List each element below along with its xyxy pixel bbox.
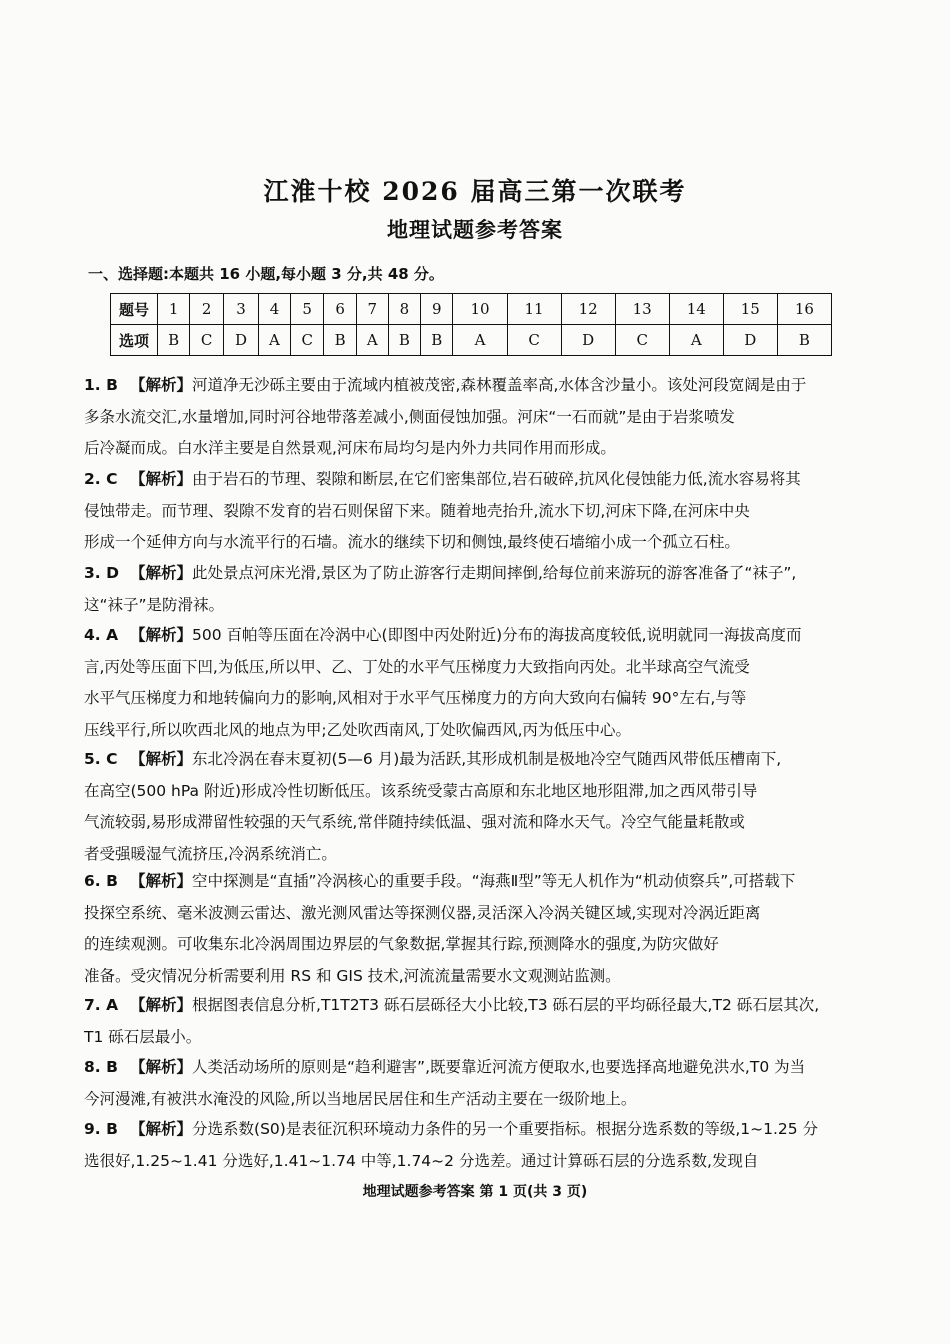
answer-option: C bbox=[615, 325, 669, 356]
explanation-line: 水平气压梯度力和地转偏向力的影响,风相对于水平气压梯度力的方向大致向右偏转 90°左右,与等 bbox=[84, 689, 747, 707]
explanation-line: 的连续观测。可收集东北冷涡周围边界层的气象数据,掌握其行踪,预测降水的强度,为防灾做好 bbox=[84, 935, 719, 953]
explanation-line: 这“袜子”是防滑袜。 bbox=[84, 595, 225, 614]
analysis-tag: 【解析】 bbox=[130, 470, 193, 488]
explanation-8 bbox=[84, 1052, 870, 1115]
section-heading: 一、选择题:本题共 16 小题,每小题 3 分,共 48 分。 bbox=[88, 265, 444, 283]
row-label-option: 选项 bbox=[111, 325, 158, 356]
explanation-line: 河道净无沙砾主要由于流域内植被茂密,森林覆盖率高,水体含沙量小。该处河段宽阔是由于 bbox=[192, 376, 807, 394]
question-number: 10 bbox=[453, 294, 507, 325]
question-number: 14 bbox=[669, 294, 723, 325]
explanation-line: 后冷凝而成。白水洋主要是自然景观,河床布局均匀是内外力共同作用而形成。 bbox=[84, 439, 616, 457]
analysis-tag: 【解析】 bbox=[130, 564, 193, 582]
analysis-tag: 【解析】 bbox=[130, 872, 193, 890]
question-number: 13 bbox=[615, 294, 669, 325]
answer-option: A bbox=[356, 325, 388, 356]
answer-table bbox=[110, 293, 832, 356]
answer-option: B bbox=[421, 325, 453, 356]
answer-option: A bbox=[453, 325, 507, 356]
explanation-label: 2. C bbox=[84, 470, 118, 488]
question-number: 1 bbox=[158, 294, 190, 325]
question-number: 16 bbox=[777, 294, 831, 325]
explanation-1 bbox=[84, 370, 870, 465]
answer-option: A bbox=[259, 325, 291, 356]
explanation-label: 3. D bbox=[84, 564, 119, 582]
analysis-tag: 【解析】 bbox=[130, 626, 193, 644]
explanation-label: 4. A bbox=[84, 626, 119, 644]
explanation-label: 5. C bbox=[84, 750, 118, 768]
explanation-9 bbox=[84, 1114, 870, 1177]
question-number: 2 bbox=[190, 294, 224, 325]
question-number: 6 bbox=[324, 294, 356, 325]
explanation-line: 人类活动场所的原则是“趋利避害”,既要靠近河流方便取水,也要选择高地避免洪水,T0 为当 bbox=[192, 1058, 806, 1076]
row-label-number: 题号 bbox=[111, 294, 158, 325]
explanation-line: 准备。受灾情况分析需要利用 RS 和 GIS 技术,河流流量需要水文观测站监测。 bbox=[84, 966, 621, 985]
explanation-line: T1 砾石层最小。 bbox=[84, 1027, 202, 1046]
explanation-label: 6. B bbox=[84, 872, 118, 890]
analysis-tag: 【解析】 bbox=[130, 1058, 193, 1076]
explanation-line: 形成一个延伸方向与水流平行的石墙。流水的继续下切和侧蚀,最终使石墙缩小成一个孤立石柱。 bbox=[84, 533, 740, 551]
answer-table-number-row bbox=[111, 294, 832, 325]
explanation-line: 气流较弱,易形成滞留性较强的天气系统,常伴随持续低温、强对流和降水天气。冷空气能量耗散或 bbox=[84, 813, 745, 831]
explanation-line: 者受强暖湿气流挤压,冷涡系统消亡。 bbox=[84, 844, 337, 863]
question-number: 5 bbox=[290, 294, 324, 325]
answer-option: B bbox=[777, 325, 831, 356]
question-number: 3 bbox=[223, 294, 258, 325]
question-number: 9 bbox=[421, 294, 453, 325]
explanation-line: 东北冷涡在春末夏初(5—6 月)最为活跃,其形成机制是极地冷空气随西风带低压槽南下, bbox=[192, 750, 782, 768]
analysis-tag: 【解析】 bbox=[130, 1120, 193, 1138]
explanation-line: 500 百帕等压面在冷涡中心(即图中丙处附近)分布的海拔高度较低,说明就同一海拔高度而 bbox=[192, 626, 802, 644]
question-number: 11 bbox=[507, 294, 561, 325]
question-number: 7 bbox=[356, 294, 388, 325]
explanation-line: 侵蚀带走。而节理、裂隙不发育的岩石则保留下来。随着地壳抬升,流水下切,河床下降,在河床中央 bbox=[84, 501, 750, 520]
explanation-line: 今河漫滩,有被洪水淹没的风险,所以当地居民居住和生产活动主要在一级阶地上。 bbox=[84, 1089, 637, 1108]
explanation-line: 分选系数(S0)是表征沉积环境动力条件的另一个重要指标。根据分选系数的等级,1~1.25 分 bbox=[192, 1120, 819, 1138]
answer-option: C bbox=[507, 325, 561, 356]
question-number: 8 bbox=[388, 294, 420, 325]
answer-option: C bbox=[190, 325, 224, 356]
answer-option: B bbox=[324, 325, 356, 356]
explanation-6 bbox=[84, 866, 870, 992]
explanation-line: 言,丙处等压面下凹,为低压,所以甲、乙、丁处的水平气压梯度力大致指向丙处。北半球高空气流受 bbox=[84, 657, 750, 676]
exam-subtitle: 地理试题参考答案 bbox=[387, 217, 563, 242]
question-number: 4 bbox=[259, 294, 291, 325]
answer-option: D bbox=[561, 325, 615, 356]
answer-option: C bbox=[290, 325, 324, 356]
explanation-line: 由于岩石的节理、裂隙和断层,在它们密集部位,岩石破碎,抗风化侵蚀能力低,流水容易将其 bbox=[192, 470, 801, 488]
explanation-line: 投探空系统、毫米波测云雷达、激光测风雷达等探测仪器,灵活深入冷涡关键区域,实现对冷涡近距离 bbox=[84, 903, 761, 922]
explanation-line: 压线平行,所以吹西北风的地点为甲;乙处吹西南风,丁处吹偏西风,丙为低压中心。 bbox=[84, 720, 632, 739]
analysis-tag: 【解析】 bbox=[130, 996, 193, 1014]
answer-table-option-row bbox=[111, 325, 832, 356]
answer-option: D bbox=[723, 325, 777, 356]
explanation-line: 选很好,1.25~1.41 分选好,1.41~1.74 中等,1.74~2 分选差。通过计算砾石层的分选系数,发现自 bbox=[84, 1151, 759, 1170]
question-number: 12 bbox=[561, 294, 615, 325]
explanation-7 bbox=[84, 990, 870, 1053]
explanation-2 bbox=[84, 464, 870, 559]
explanation-line: 在高空(500 hPa 附近)形成冷性切断低压。该系统受蒙古高原和东北地区地形阻滞,加之西风带引导 bbox=[84, 781, 758, 800]
explanation-line: 多条水流交汇,水量增加,同时河谷地带落差减小,侧面侵蚀加强。河床“一石而就”是由于岩浆喷发 bbox=[84, 407, 735, 426]
question-number: 15 bbox=[723, 294, 777, 325]
explanation-5 bbox=[84, 744, 870, 870]
answer-option: D bbox=[223, 325, 258, 356]
explanation-line: 根据图表信息分析,T1T2T3 砾石层砾径大小比较,T3 砾石层的平均砾径最大,T2 砾石层其次, bbox=[192, 996, 820, 1014]
page-footer: 地理试题参考答案 第 1 页(共 3 页) bbox=[362, 1184, 588, 1200]
exam-title: 江淮十校 2026 届高三第一次联考 bbox=[263, 177, 687, 206]
explanation-line: 此处景点河床光滑,景区为了防止游客行走期间摔倒,给每位前来游玩的游客准备了“袜子”, bbox=[192, 564, 797, 582]
explanation-line: 空中探测是“直插”冷涡核心的重要手段。“海燕Ⅱ型”等无人机作为“机动侦察兵”,可搭载下 bbox=[192, 872, 796, 890]
answer-option: B bbox=[388, 325, 420, 356]
analysis-tag: 【解析】 bbox=[130, 376, 193, 394]
explanation-label: 7. A bbox=[84, 996, 119, 1014]
answer-option: B bbox=[158, 325, 190, 356]
explanation-label: 9. B bbox=[84, 1120, 118, 1138]
explanation-label: 1. B bbox=[84, 376, 118, 394]
explanation-label: 8. B bbox=[84, 1058, 118, 1076]
analysis-tag: 【解析】 bbox=[130, 750, 193, 768]
explanation-4 bbox=[84, 620, 870, 746]
explanation-3 bbox=[84, 558, 870, 621]
answer-option: A bbox=[669, 325, 723, 356]
